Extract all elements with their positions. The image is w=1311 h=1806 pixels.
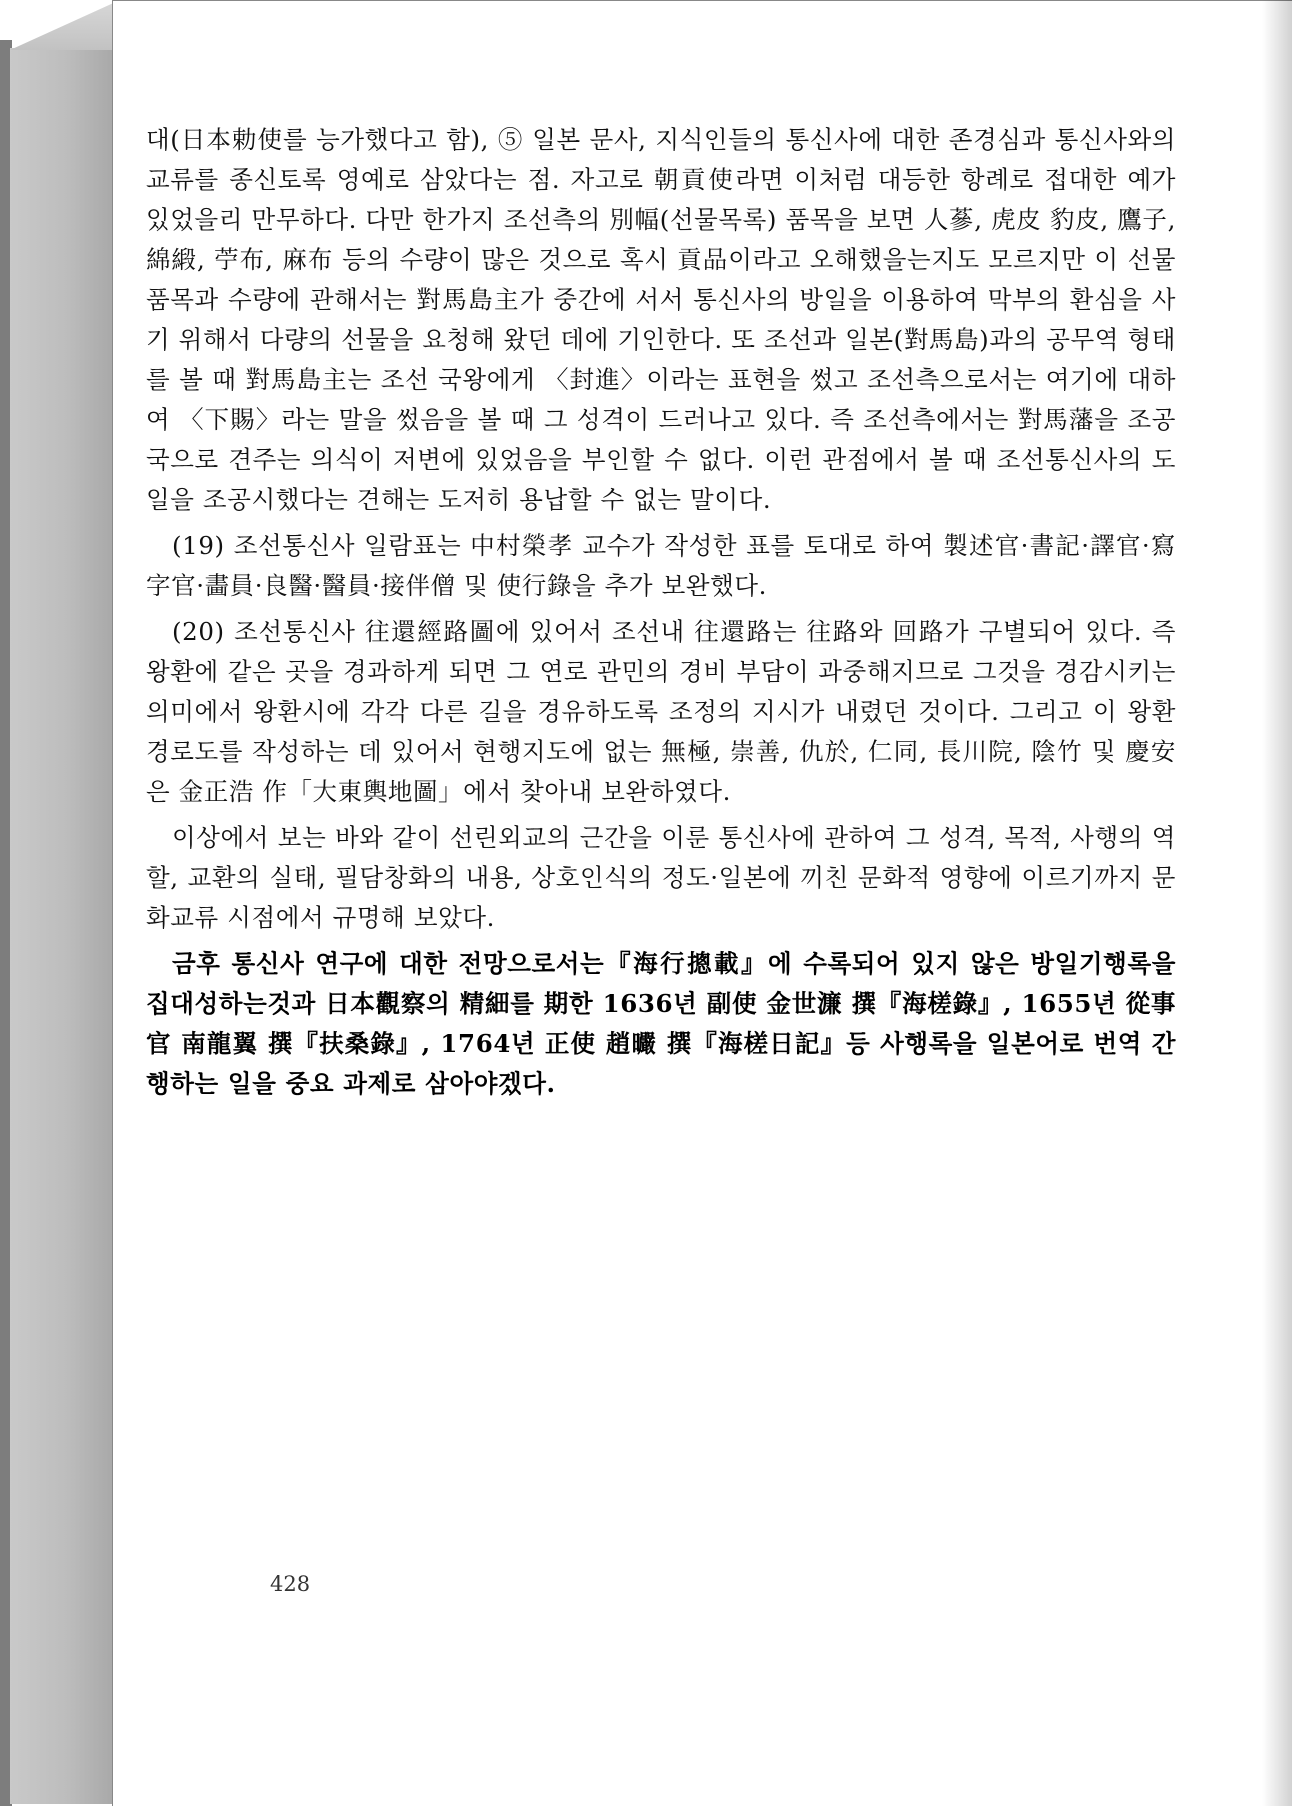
page-number: 428 — [270, 1572, 311, 1596]
book-block-top — [10, 0, 120, 50]
paragraph-outlook: 금후 통신사 연구에 대한 전망으로서는『海行摠載』에 수록되어 있지 않은 방일기행록을 집대성하는것과 日本觀察의 精細를 期한 1636년 副使 金世濂 撰『海槎錄』, 1655년 從事官 南龍翼 撰『扶桑錄』, 1764년 正使 趙曮 撰『海槎日記』등 사행록을 일본어로 번역 간행하는 일을 중요 과제로 삼아야겠다. — [146, 949, 1176, 1098]
book-block-side — [10, 48, 112, 1804]
paragraph-note-19: (19) 조선통신사 일람표는 中村榮孝 교수가 작성한 표를 토대로 하여 製述官·書記·譯官·寫字官·畵員·良醫·醫員·接伴僧 및 使行錄을 추가 보완했다. — [146, 531, 1176, 600]
paragraph-continuation: 대(日本勅使를 능가했다고 함), ⑤ 일본 문사, 지식인들의 통신사에 대한 존경심과 통신사와의 교류를 종신토록 영예로 삼았다는 점. 자고로 朝貢使라면 이처럼 대등한 항례로 접대한 예가 있었을리 만무하다. 다만 한가지 조선측의 別幅(선물목록) 품목을 보면 人蔘, 虎皮 豹皮, 鷹子, 綿緞, 苧布, 麻布 등의 수량이 많은 것으로 혹시 貢品이라고 오해했을는지도 모르지만 이 선물 품목과 수량에 관해서는 對馬島主가 중간에 서서 통신사의 방일을 이용하여 막부의 환심을 사기 위해서 다량의 선물을 요청해 왔던 데에 기인한다. 또 조선과 일본(對馬島)과의 공무역 형태를 볼 때 對馬島主는 조선 국왕에게 〈封進〉이라는 표현을 썼고 조선측으로서는 여기에 대하여 〈下賜〉라는 말을 썼음을 볼 때 그 성격이 드러나고 있다. 즉 조선측에서는 對馬藩을 조공국으로 견주는 의식이 저변에 있었음을 부인할 수 없다. 이런 관점에서 볼 때 조선통신사의 도일을 조공시했다는 견해는 도저히 용납할 수 없는 말이다. — [146, 125, 1176, 514]
paragraph-summary: 이상에서 보는 바와 같이 선린외교의 근간을 이룬 통신사에 관하여 그 성격, 목적, 사행의 역할, 교환의 실태, 필담창화의 내용, 상호인식의 정도·일본에 끼친 문화적 영향에 이르기까지 문화교류 시점에서 규명해 보았다. — [146, 823, 1176, 932]
paragraph-note-20: (20) 조선통신사 往還經路圖에 있어서 조선내 往還路는 往路와 回路가 구별되어 있다. 즉 왕환에 같은 곳을 경과하게 되면 그 연로 관민의 경비 부담이 과중해지므로 그것을 경감시키는 의미에서 왕환시에 각각 다른 길을 경유하도록 조정의 지시가 내렸던 것이다. 그리고 이 왕환 경로도를 작성하는 데 있어서 현행지도에 없는 無極, 崇善, 仇於, 仁同, 長川院, 陰竹 및 慶安은 金正浩 作「大東輿地圖」에서 찾아내 보완하였다. — [146, 617, 1176, 806]
page-shadow — [1262, 0, 1292, 1806]
body-text — [146, 120, 1176, 1104]
